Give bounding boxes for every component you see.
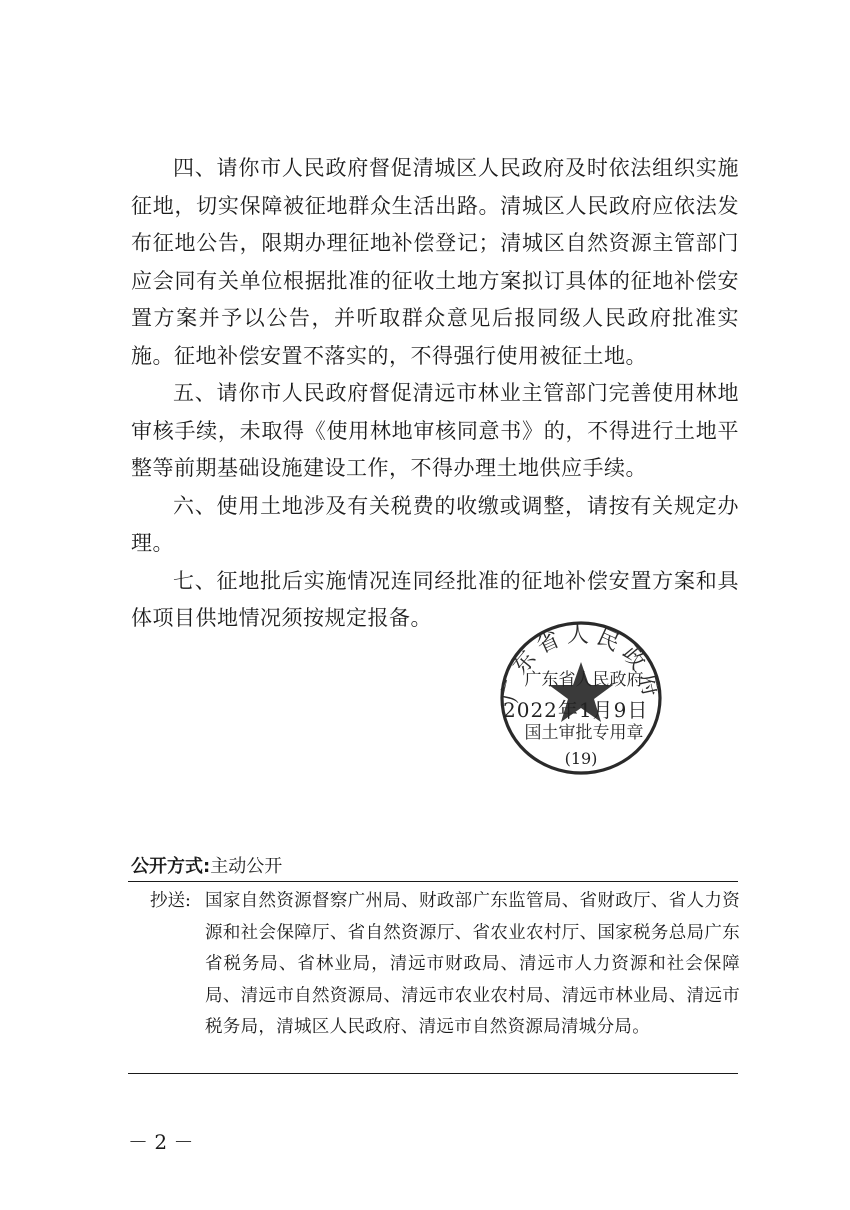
seal-inner-text: 广东省人民政府	[524, 670, 644, 690]
disclosure-value: 主动公开	[210, 856, 283, 877]
paragraph-5: 五、请你市人民政府督促清远市林业主管部门完善使用林地审核手续，未取得《使用林地审核同意书》的，不得进行土地平整等前期基础设施建设工作，不得办理土地供应手续。	[131, 381, 739, 480]
disclosure-method	[131, 852, 282, 878]
paragraph-6: 六、使用土地涉及有关税费的收缴或调整，请按有关规定办理。	[131, 493, 739, 555]
disclosure-label: 公开方式:	[131, 856, 211, 877]
seal-purpose: 国土审批专用章	[524, 723, 644, 743]
bottom-rule	[128, 1073, 738, 1074]
issue-date: 2022年1月9日	[503, 698, 649, 722]
seal-number: (19)	[564, 749, 598, 768]
cc-label: 抄送:	[150, 891, 191, 911]
paragraph-7: 七、征地批后实施情况连同经批准的征地补偿安置方案和具体项目供地情况须按规定报备。	[131, 568, 739, 630]
page-number: － 2 －	[128, 1130, 194, 1154]
cc-section	[150, 886, 740, 1044]
body-text	[131, 150, 739, 638]
top-rule	[128, 881, 738, 882]
seal-outer-text: 广东省人民政府	[497, 623, 665, 705]
paragraph-4: 四、请你市人民政府督促清城区人民政府及时依法组织实施征地，切实保障被征地群众生活出路。清城区人民政府应依法发布征地公告，限期办理征地补偿登记；清城区自然资源主管部门应会同有关单位根据批准的征收土地方案拟订具体的征地补偿安置方案并予以公告，并听取群众意见后报同级人民政府批准实施。征地补偿安置不落实的，不得强行使用被征土地。	[131, 156, 739, 368]
cc-recipients: 国家自然资源督察广州局、财政部广东监管局、省财政厅、省人力资源和社会保障厅、省自然资源厅、省农业农村厅、国家税务总局广东省税务局、省林业局，清远市财政局、清远市人力资源和社会保障局、清远市自然资源局、清远市农业农村局、清远市林业局、清远市税务局，清城区人民政府、清远市自然资源局清城分局。	[205, 891, 740, 1037]
